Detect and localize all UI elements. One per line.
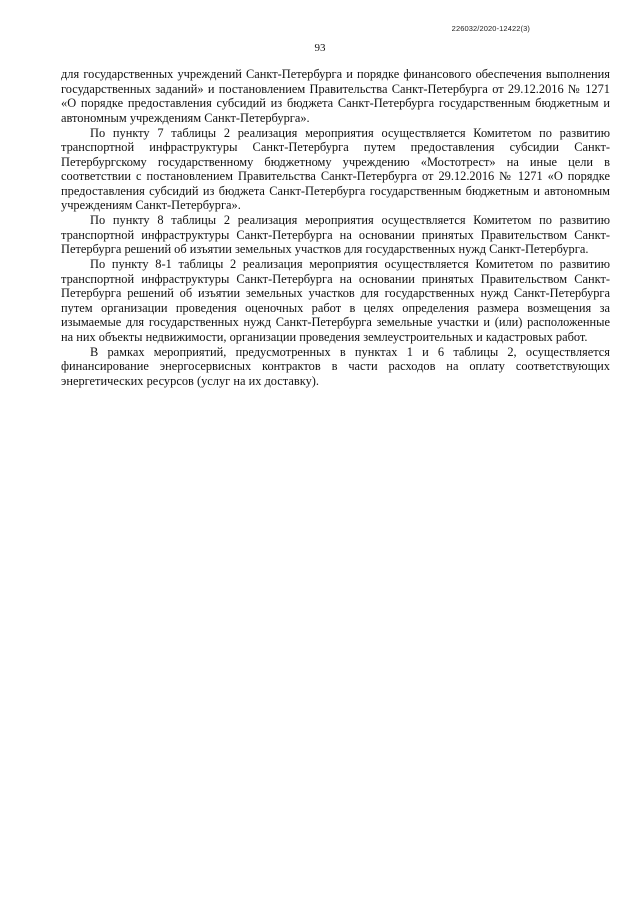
document-id: 226032/2020-12422(3) [451,24,530,33]
paragraph-item-8-1: По пункту 8-1 таблицы 2 реализация мероприятия осуществляется Комитетом по развитию транспортной инфраструктуры Санкт-Петербурга на основании принятых Правительством Санкт-Петербурга решений об изъятии земельных участков для государственных нужд Санкт-Петербурга путем организации проведения оценочных работ в целях определения размера возмещения за изымаемые для государственных нужд Санкт-Петербурга земельные участки и (или) расположенные на них объекты недвижимости, организации проведения землеустроительных и кадастровых работ. [61,257,610,344]
document-body [61,67,610,389]
paragraph-continuation: для государственных учреждений Санкт-Петербурга и порядке финансового обеспечения выполнения государственных заданий» и постановлением Правительства Санкт-Петербурга от 29.12.2016 № 1271 «О порядке предоставления субсидий из бюджета Санкт-Петербурга государственным бюджетным и автономным учреждениям Санкт-Петербурга». [61,67,610,125]
paragraph-energy-contracts: В рамках мероприятий, предусмотренных в пунктах 1 и 6 таблицы 2, осуществляется финансирование энергосервисных контрактов в части расходов на оплату соответствующих энергетических ресурсов (услуг на их доставку). [61,344,610,388]
paragraph-item-8: По пункту 8 таблицы 2 реализация мероприятия осуществляется Комитетом по развитию транспортной инфраструктуры Санкт-Петербурга на основании принятых Правительством Санкт-Петербурга решений об изъятии земельных участков для государственных нужд Санкт-Петербурга. [61,213,610,256]
paragraph-item-7: По пункту 7 таблицы 2 реализация мероприятия осуществляется Комитетом по развитию транспортной инфраструктуры Санкт-Петербурга путем предоставления субсидии Санкт-Петербургскому государственному бюджетному учреждению «Мостотрест» на иные цели в соответствии с постановлением Правительства Санкт-Петербурга от 29.12.2016 № 1271 «О порядке предоставления субсидий из бюджета Санкт-Петербурга государственным бюджетным и автономным учреждениям Санкт-Петербурга». [61,125,610,212]
page-number: 93 [314,42,326,54]
